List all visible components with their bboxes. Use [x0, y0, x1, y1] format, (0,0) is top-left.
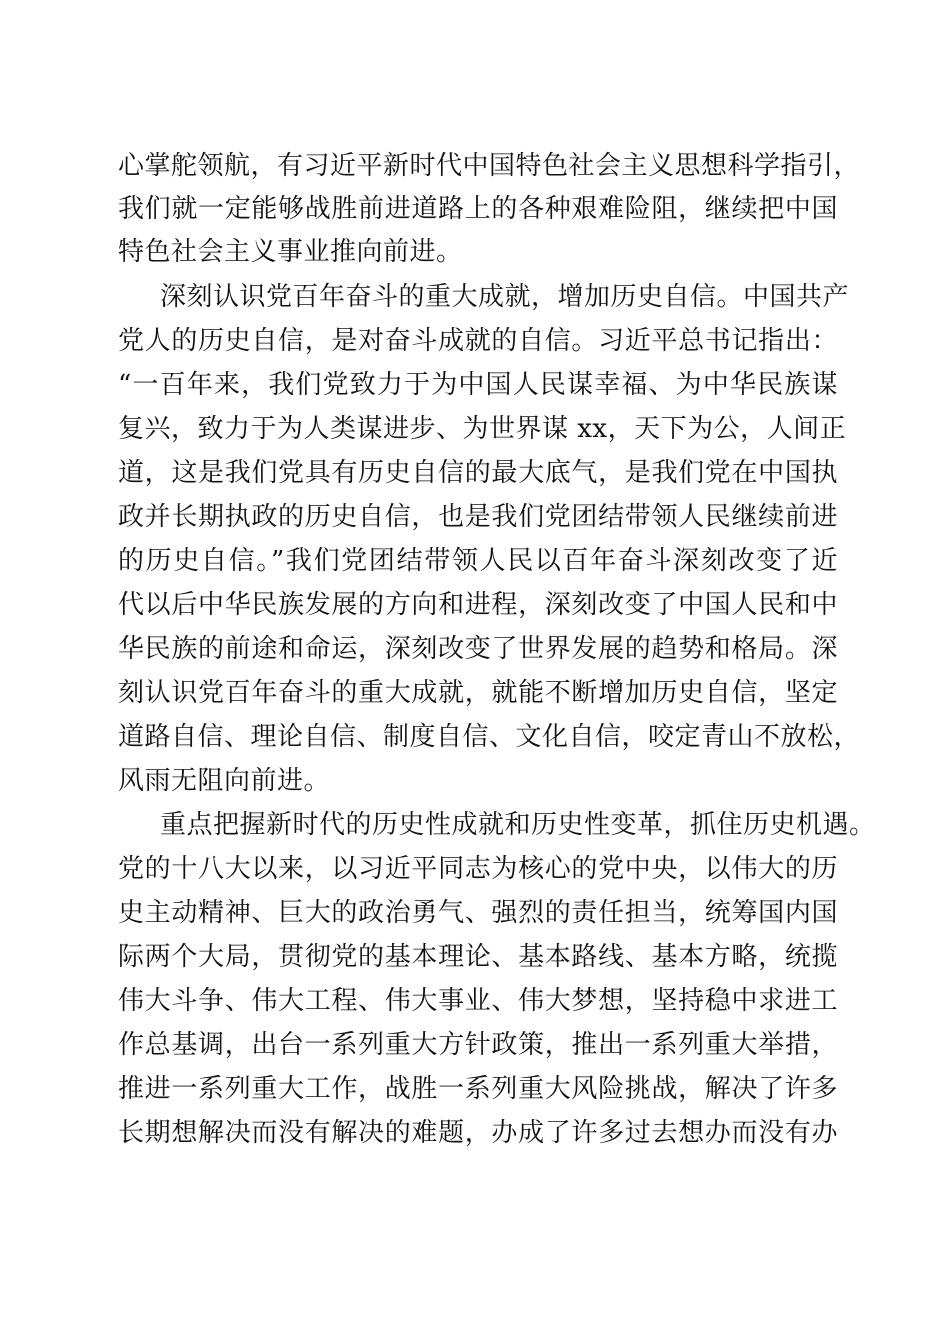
text-line: 华民族的前途和命运，深刻改变了世界发展的趋势和格局。深 — [118, 634, 838, 664]
text-line: 重点把握新时代的历史性成就和历史性变革，抓住历史机遇。 — [160, 810, 876, 840]
text-line: 史主动精神、巨大的政治勇气、强烈的责任担当，统筹国内国 — [118, 898, 838, 928]
text-line: 代以后中华民族发展的方向和进程，深刻改变了中国人民和中 — [118, 590, 838, 620]
text-line: 的历史自信。”我们党团结带领人民以百年奋斗深刻改变了近 — [118, 546, 838, 576]
text-line: 复兴，致力于为人类谋进步、为世界谋 xx，天下为公，人间正 — [118, 414, 847, 444]
text-line: 伟大斗争、伟大工程、伟大事业、伟大梦想，坚持稳中求进工 — [118, 986, 838, 1016]
text-line: 政并长期执政的历史自信，也是我们党团结带领人民继续前进 — [118, 502, 838, 532]
text-line: 际两个大局，贯彻党的基本理论、基本路线、基本方略，统揽 — [118, 942, 838, 972]
text-line: 心掌舵领航，有习近平新时代中国特色社会主义思想科学指引， — [118, 151, 861, 181]
text-line: 党的十八大以来，以习近平同志为核心的党中央，以伟大的历 — [118, 854, 838, 884]
text-line: 道路自信、理论自信、制度自信、文化自信，咬定青山不放松， — [118, 722, 861, 752]
text-line: 道，这是我们党具有历史自信的最大底气，是我们党在中国执 — [118, 458, 838, 488]
text-line: 风雨无阻向前进。 — [118, 766, 331, 796]
text-line: 长期想解决而没有解决的难题，办成了许多过去想办而没有办 — [118, 1118, 838, 1148]
text-line: 深刻认识党百年奋斗的重大成就，增加历史自信。中国共产 — [160, 282, 850, 312]
text-line: 推进一系列重大工作，战胜一系列重大风险挑战，解决了许多 — [118, 1074, 838, 1104]
text-line: 刻认识党百年奋斗的重大成就，就能不断增加历史自信，坚定 — [118, 678, 838, 708]
text-line: 作总基调，出台一系列重大方针政策，推出一系列重大举措， — [118, 1030, 838, 1060]
text-line: 我们就一定能够战胜前进道路上的各种艰难险阻，继续把中国 — [118, 194, 838, 224]
text-line: “一百年来，我们党致力于为中国人民谋幸福、为中华民族谋 — [118, 370, 838, 400]
text-line: 特色社会主义事业推向前进。 — [118, 237, 463, 267]
text-line: 党人的历史自信，是对奋斗成就的自信。习近平总书记指出： — [118, 326, 838, 356]
